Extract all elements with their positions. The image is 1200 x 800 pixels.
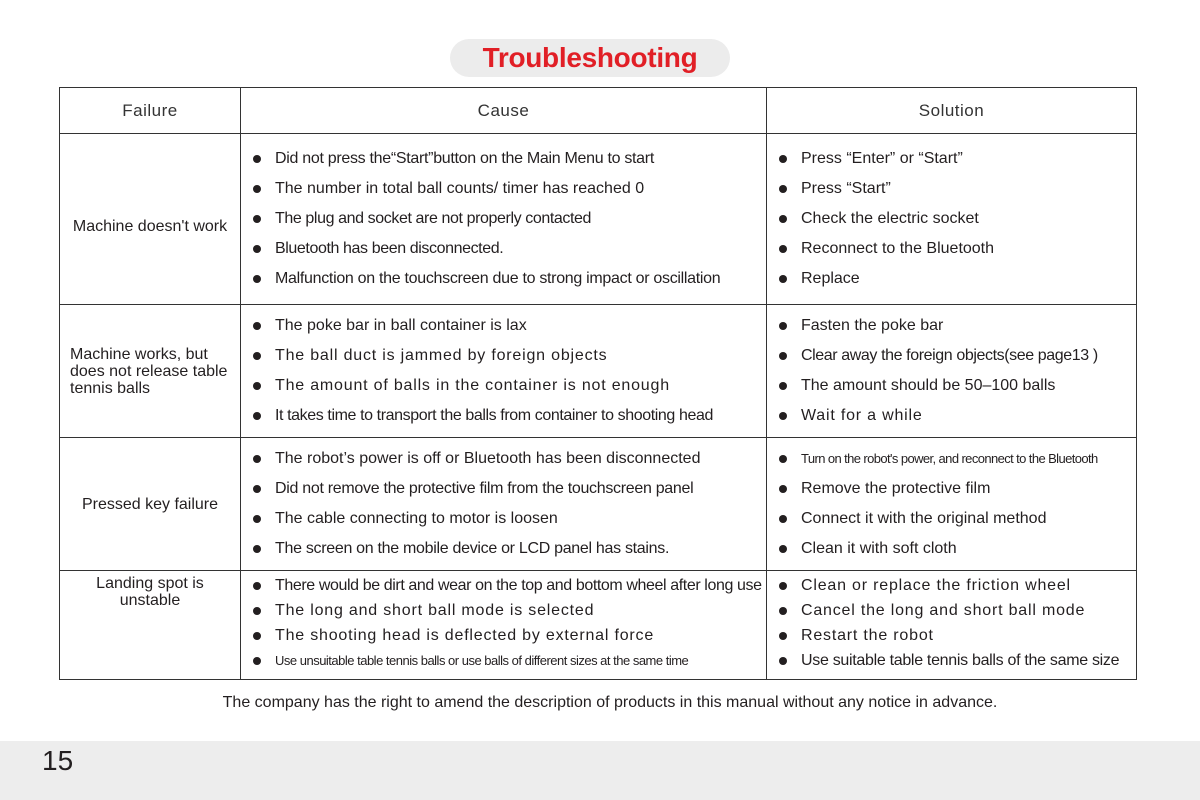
solution-item: Connect it with the original method	[777, 504, 1136, 534]
solution-cell	[767, 134, 1137, 305]
solution-item: Cancel the long and short ball mode	[777, 598, 1136, 623]
title-pill	[450, 39, 730, 77]
failure-cell: Landing spot is unstable	[60, 571, 241, 680]
cause-item: The plug and socket are not properly contacted	[251, 204, 766, 234]
cause-item: There would be dirt and wear on the top and bottom wheel after long use	[251, 573, 766, 598]
solution-item: Press “Start”	[777, 174, 1136, 204]
table-row	[60, 134, 1137, 305]
cause-item: The ball duct is jammed by foreign objects	[251, 341, 766, 371]
cause-item: The poke bar in ball container is lax	[251, 311, 766, 341]
page-footer-band	[0, 741, 1200, 800]
cause-item: The amount of balls in the container is not enough	[251, 371, 766, 401]
solution-item: Clean or replace the friction wheel	[777, 573, 1136, 598]
header-solution: Solution	[767, 88, 1137, 134]
solution-item: Fasten the poke bar	[777, 311, 1136, 341]
solution-item: Replace	[777, 264, 1136, 294]
cause-cell	[241, 134, 767, 305]
cause-item: Use unsuitable table tennis balls or use balls of different sizes at the same time	[251, 648, 766, 673]
failure-cell: Machine works, but does not release table tennis balls	[60, 305, 241, 438]
solution-item: Restart the robot	[777, 623, 1136, 648]
cause-cell	[241, 438, 767, 571]
solution-cell	[767, 438, 1137, 571]
disclaimer-note: The company has the right to amend the description of products in this manual without any notice in advance.	[222, 694, 998, 711]
solution-item: Wait for a while	[777, 401, 1136, 431]
cause-item: It takes time to transport the balls from container to shooting head	[251, 401, 766, 431]
cause-item: Did not remove the protective film from the touchscreen panel	[251, 474, 766, 504]
cause-cell	[241, 305, 767, 438]
header-failure: Failure	[60, 88, 241, 134]
troubleshooting-table	[59, 87, 1137, 680]
failure-cell: Pressed key failure	[60, 438, 241, 571]
cause-item: The number in total ball counts/ timer has reached 0	[251, 174, 766, 204]
cause-item: Did not press the“Start”button on the Main Menu to start	[251, 144, 766, 174]
cause-item: The screen on the mobile device or LCD panel has stains.	[251, 534, 766, 564]
solution-cell	[767, 305, 1137, 438]
cause-item: The robot’s power is off or Bluetooth has been disconnected	[251, 444, 766, 474]
solution-item: Remove the protective film	[777, 474, 1136, 504]
solution-cell	[767, 571, 1137, 680]
cause-item: The shooting head is deflected by external force	[251, 623, 766, 648]
cause-item: The long and short ball mode is selected	[251, 598, 766, 623]
table-row	[60, 571, 1137, 680]
header-row	[60, 88, 1137, 134]
solution-item: Use suitable table tennis balls of the same size	[777, 648, 1136, 673]
solution-item: The amount should be 50–100 balls	[777, 371, 1136, 401]
solution-item: Clear away the foreign objects(see page13 )	[777, 341, 1136, 371]
table-row	[60, 305, 1137, 438]
cause-item: The cable connecting to motor is loosen	[251, 504, 766, 534]
solution-item: Clean it with soft cloth	[777, 534, 1136, 564]
solution-item: Press “Enter” or “Start”	[777, 144, 1136, 174]
page-number: 15	[42, 745, 74, 776]
cause-cell	[241, 571, 767, 680]
failure-cell: Machine doesn't work	[60, 134, 241, 305]
table-row	[60, 438, 1137, 571]
solution-item: Reconnect to the Bluetooth	[777, 234, 1136, 264]
cause-item: Bluetooth has been disconnected.	[251, 234, 766, 264]
solution-item: Turn on the robot's power, and reconnect to the Bluetooth	[777, 444, 1136, 474]
page-title: Troubleshooting	[482, 42, 698, 73]
solution-item: Check the electric socket	[777, 204, 1136, 234]
header-cause: Cause	[241, 88, 767, 134]
cause-item: Malfunction on the touchscreen due to strong impact or oscillation	[251, 264, 766, 294]
